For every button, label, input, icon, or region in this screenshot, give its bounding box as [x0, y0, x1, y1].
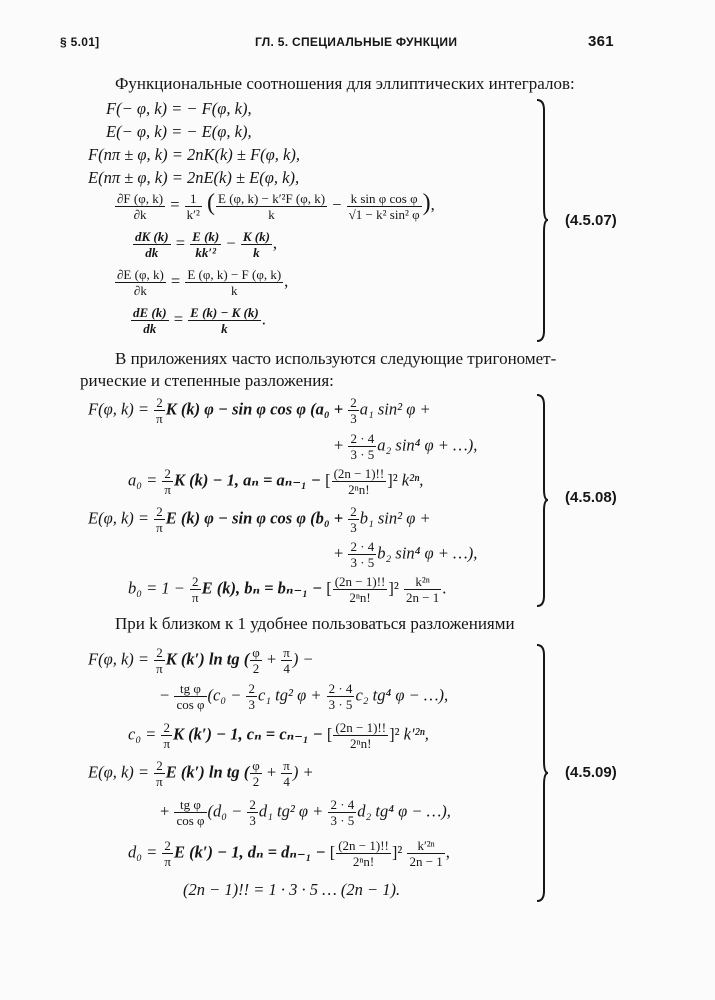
page-number: 361 — [588, 33, 614, 50]
eq1-line6: $\frac{dK (k)}{dk}$ = $\frac{E (k)}{\text{kk′²}}$ − $\frac{K (k)}{k}$ , — [135, 229, 278, 260]
eq2-line2: + $\frac{2 \cdot 4}{3 \cdot 5}$ a₂ sin⁴ φ + …), — [334, 431, 478, 462]
eq1-line1: F(− φ, k) = − F(φ, k), — [106, 99, 252, 118]
eq3-line4: E(φ, k) = $\frac{2}{\pi}$ E (k′) ln tg ( $\frac{\varphi}{2}$ + $\frac{\pi}{4}$ ) + — [88, 758, 314, 789]
right-brace-3 — [535, 643, 549, 903]
eq2-line1: F(φ, k) = $\frac{2}{\pi}$ K (k) φ − sin φ cos φ (a₀ + $\frac{2}{3}$ a₁ sin² φ + — [88, 395, 431, 426]
eq3-line2: − $\frac{\text{tg φ}}{\text{cos φ}}$ (c₀ − $\frac{2}{3}$ c₁ tg² φ + $\frac{2 \cdot 4}{3 \cdot 5}$ c₂ tg⁴ φ − …), — [160, 681, 449, 712]
eq1-line3: F(nπ ± φ, k) = 2nK(k) ± F(φ, k), — [88, 145, 300, 164]
eq3-line5: + $\frac{\text{tg φ}}{\text{cos φ}}$ (d₀ − $\frac{2}{3}$ d₁ tg² φ + $\frac{2 \cdot 4}{3 \cdot 5}$ d₂ tg⁴ φ − …), — [160, 797, 451, 828]
eq2-line6: b₀ = 1 − $\frac{2}{\pi}$ E (k), bₙ = bₙ₋₁ − [ $\frac{(2n - 1)!!}{\text{2ⁿn!}}$ ]² $\frac{\text{k²ⁿ}}{2n - 1}$ . — [128, 574, 447, 605]
equation-number-4-5-08: (4.5.08) — [565, 489, 617, 506]
right-brace-1 — [535, 98, 549, 343]
chapter-title: ГЛ. 5. СПЕЦИАЛЬНЫЕ ФУНКЦИИ — [255, 35, 458, 49]
eq1-line2: E(− φ, k) = − E(φ, k), — [106, 122, 252, 141]
eq3-line6: d₀ = $\frac{2}{\pi}$ E (k′) − 1, dₙ = dₙ₋₁ − [ $\frac{(2n - 1)!!}{\text{2ⁿn!}}$ ]² $\frac{\text{k′²ⁿ}}{2n - 1}$ , — [128, 838, 450, 869]
paragraph-expansions-1: В приложениях часто используются следующие тригономет- — [115, 349, 557, 368]
equation-number-4-5-07: (4.5.07) — [565, 212, 617, 229]
right-brace-2 — [535, 393, 549, 608]
eq3-line1: F(φ, k) = $\frac{2}{\pi}$ K (k′) ln tg ( $\frac{\varphi}{2}$ + $\frac{\pi}{4}$ ) − — [88, 645, 314, 676]
paragraph-k-near-one: При k близком к 1 удобнее пользоваться разложениями — [115, 614, 515, 633]
eq2-line3: a₀ = $\frac{2}{\pi}$ K (k) − 1, aₙ = aₙ₋₁ − [ $\frac{(2n - 1)!!}{\text{2ⁿn!}}$ ]² k²ⁿ, — [128, 466, 424, 497]
eq2-line4: E(φ, k) = $\frac{2}{\pi}$ E (k) φ − sin φ cos φ (b₀ + $\frac{2}{3}$ b₁ sin² φ + — [88, 504, 431, 535]
eq1-line8: $\frac{dE (k)}{dk}$ = $\frac{E (k) - K (k)}{k}$ . — [133, 305, 266, 336]
eq1-line5: $\frac{\partial F (\varphi, k)}{\partial k}$ = $\frac{1}{\text{k′²}}$ ( $\frac{\text{E (φ, k) − k′²F (φ, k)}}{k}$ − $\frac{\text{k sin φ cos φ}}{\text{√1 − k² sin² φ}}$ ), — [117, 190, 435, 222]
section-ref: § 5.01] — [60, 35, 100, 49]
eq1-line7: $\frac{\partial E (\varphi, k)}{\partial k}$ = $\frac{E (\varphi, k) - F (\varphi, k)}{k}$ , — [117, 267, 289, 298]
eq3-line3: c₀ = $\frac{2}{\pi}$ K (k′) − 1, cₙ = cₙ₋₁ − [ $\frac{(2n - 1)!!}{\text{2ⁿn!}}$ ]² k′²ⁿ, — [128, 720, 429, 751]
eq2-line5: + $\frac{2 \cdot 4}{3 \cdot 5}$ b₂ sin⁴ φ + …), — [334, 539, 478, 570]
eq3-line7: (2n − 1)!! = 1 · 3 · 5 … (2n − 1). — [183, 880, 401, 899]
paragraph-expansions-2: рические и степенные разложения: — [80, 371, 334, 390]
eq1-line4: E(nπ ± φ, k) = 2nE(k) ± E(φ, k), — [88, 168, 300, 187]
paragraph-intro: Функциональные соотношения для эллиптических интегралов: — [115, 74, 575, 93]
equation-number-4-5-09: (4.5.09) — [565, 764, 617, 781]
